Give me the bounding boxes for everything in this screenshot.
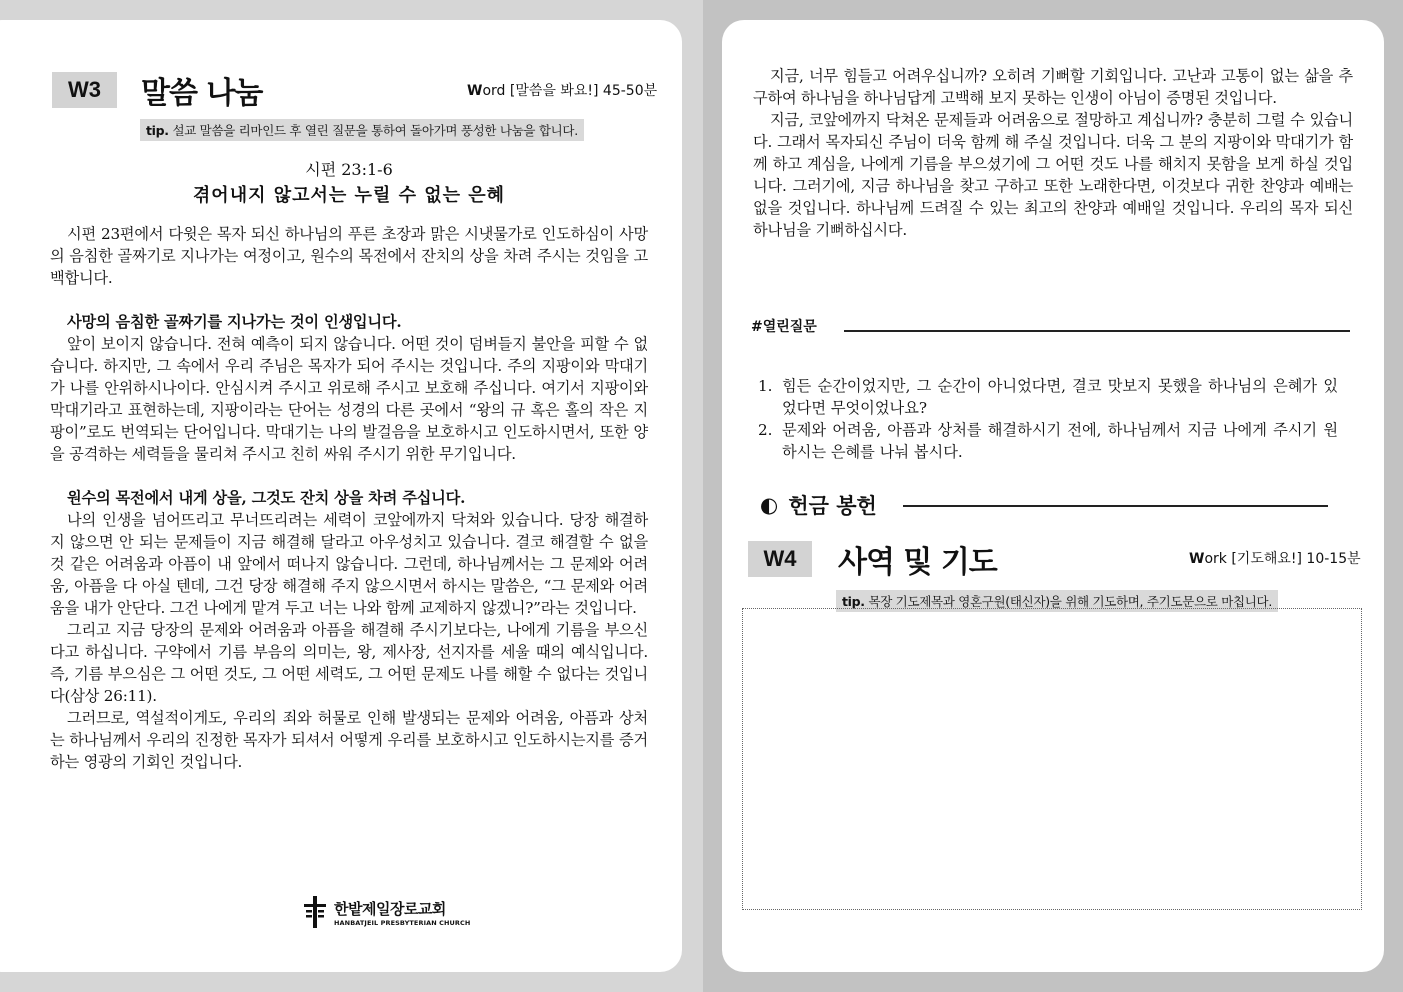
question-text: 문제와 어려움, 아픔과 상처를 해결하시기 전에, 하나님께서 지금 나에게 주시기 원하시는 은혜를 나눠 봅시다. — [782, 421, 1338, 461]
offering-rule — [903, 505, 1328, 507]
w3-meta-initial: W — [467, 83, 483, 99]
paragraph-6: 지금, 코앞에까지 닥쳐온 문제들과 어려움으로 절망하고 계십니까? 충분히 그럴 수 있습니다. 그래서 목자되신 주님이 더욱 함께 해 주실 것입니다. 더욱 그 분의 지팡이와 막대기가 함께 하고 계심을, 나에게 기름을 부으셨기에 그 어떤 것도 나를 해치지 못함을 보게 하실 것입니다. 그러기에, 지금 하나님을 찾고 구하고 또한 노래한다면, 이것보다 귀한 찬양과 예배는 없을 것입니다. 하나님께 드려질 수 있는 최고의 찬양과 예배일 것입니다. 우리의 목자 되신 하나님을 기뻐하십시다. — [753, 111, 1353, 239]
w4-meta — [1189, 548, 1361, 568]
w3-meta — [467, 80, 657, 100]
w3-header — [52, 68, 262, 112]
right-page — [722, 20, 1384, 972]
cross-logo-icon — [302, 896, 328, 928]
question-item — [758, 375, 1338, 419]
w3-tip-text: 설교 말씀을 리마인드 후 열린 질문을 통하여 돌아가며 풍성한 나눔을 합니다. — [168, 123, 578, 138]
w4-badge: W4 — [748, 541, 812, 577]
w3-badge: W3 — [52, 72, 117, 108]
open-questions-rule — [844, 330, 1350, 332]
paragraph-2: 나의 인생을 넘어뜨리고 무너뜨리려는 세력이 코앞에까지 닥쳐와 있습니다. 당장 해결하지 않으면 안 되는 문제들이 지금 해결해 달라고 아우성치고 있습니다. 결코 해결할 수 없을 것 같은 어려움과 아픔이 내 앞에서 떠나지 않습니다. 그런데, 하나님께서는 그 문제와 어려움, 아픔을 다 아실 텐데, 그건 당장 해결해 주지 않으시면서 하시는 말씀은, “그 문제와 어려움을 내가 안단다. 그건 나에게 맡겨 두고 너는 나와 함께 교제하지 않겠니?”라는 것입니다. — [50, 511, 648, 617]
paragraph-4: 그러므로, 역설적이게도, 우리의 죄와 허물로 인해 발생되는 문제와 어려움, 아픔과 상처는 하나님께서 우리의 진정한 목자가 되셔서 어떻게 우리를 보호하시고 인도하시는지를 증거하는 영광의 기회인 것입니다. — [50, 709, 648, 771]
question-text: 힘든 순간이었지만, 그 순간이 아니었다면, 결코 맛보지 못했을 하나님의 은혜가 있었다면 무엇이었나요? — [782, 377, 1338, 417]
offering-label: 헌금 봉헌 — [788, 494, 877, 518]
sermon-body-continued — [753, 65, 1353, 241]
paragraph-5: 지금, 너무 힘들고 어려우십니까? 오히려 기뻐할 기회입니다. 고난과 고통이 없는 삶을 추구하여 하나님을 하나님답게 고백해 보지 못하는 인생이 아님이 증명된 것입니다. — [753, 67, 1353, 107]
w4-title: 사역 및 기도 — [838, 545, 997, 580]
half-circle-icon: ◐ — [760, 493, 779, 517]
w3-tip-label: tip. — [146, 123, 169, 138]
sermon-title: 겪어내지 않고서는 누릴 수 없는 은혜 — [192, 185, 506, 206]
offering-section — [760, 490, 1328, 520]
w3-tip — [140, 119, 584, 141]
question-list — [758, 375, 1338, 463]
w4-meta-initial: W — [1189, 551, 1205, 567]
paragraph-1: 앞이 보이지 않습니다. 전혀 예측이 되지 않습니다. 어떤 것이 덤벼들지 불안을 피할 수 없습니다. 하지만, 그 속에서 우리 주님은 목자가 되어 주시는 것입니다. 주의 지팡이와 막대기가 나를 안위하시나이다. 안심시켜 주시고 위로해 주시고 보호해 주십니다. 여기서 지팡이와 막대기라고 표현하는데, 지팡이라는 단어는 성경의 다른 곳에서 “왕의 규 혹은 홀의 작은 지팡이”로도 번역되는 단어입니다. 막대기는 나의 발걸음을 보호하시고 인도하시면서, 또한 양을 공격하는 세력들을 물리쳐 주시고 친히 싸워 주시기 위한 무기입니다. — [50, 335, 648, 463]
paragraph-3: 그리고 지금 당장의 문제와 어려움과 아픔을 해결해 주시기보다는, 나에게 기름을 부으신다고 하십니다. 구약에서 기름 부음의 의미는, 왕, 제사장, 선지자를 세울 때의 예식입니다. 즉, 기름 부으심은 그 어떤 것도, 그 어떤 세력도, 그 어떤 문제도 나를 해할 수 없다는 것입니다(삼상 26:11). — [50, 621, 648, 705]
w3-meta-text: ord [말씀을 봐요!] 45-50분 — [482, 83, 658, 99]
open-questions-label: #열린질문 — [751, 319, 817, 335]
church-name-english: HANBATJEIL PRESBYTERIAN CHURCH — [334, 918, 471, 927]
prayer-notes-box[interactable] — [742, 608, 1362, 910]
scripture-reference: 시편 23:1-6 — [305, 160, 393, 179]
church-logo — [302, 896, 470, 928]
church-name: 한밭제일장로교회 — [334, 899, 446, 918]
section-heading-2: 원수의 목전에서 내게 상을, 그것도 잔치 상을 차려 주십니다. — [67, 489, 466, 507]
w4-tip-text: 목장 기도제목과 영혼구원(태신자)을 위해 기도하며, 주기도문으로 마칩니다. — [864, 594, 1273, 609]
question-item — [758, 419, 1338, 463]
w4-header — [748, 537, 997, 581]
w4-meta-text: ork [기도해요!] 10-15분 — [1204, 551, 1361, 567]
left-page — [0, 20, 682, 972]
question-number: 1. — [758, 377, 773, 395]
open-questions-header — [751, 316, 1350, 336]
w3-title: 말씀 나눔 — [141, 76, 263, 111]
w4-tip-label: tip. — [842, 594, 865, 609]
intro-paragraph: 시편 23편에서 다윗은 목자 되신 하나님의 푸른 초장과 맑은 시냇물가로 인도하심이 사망의 음침한 골짜기로 지나가는 여정이고, 원수의 목전에서 잔치의 상을 차려 주시는 것임을 고백합니다. — [50, 225, 648, 287]
section-heading-1: 사망의 음침한 골짜기를 지나가는 것이 인생입니다. — [67, 313, 402, 331]
sermon-body — [50, 223, 648, 773]
question-number: 2. — [758, 421, 773, 439]
